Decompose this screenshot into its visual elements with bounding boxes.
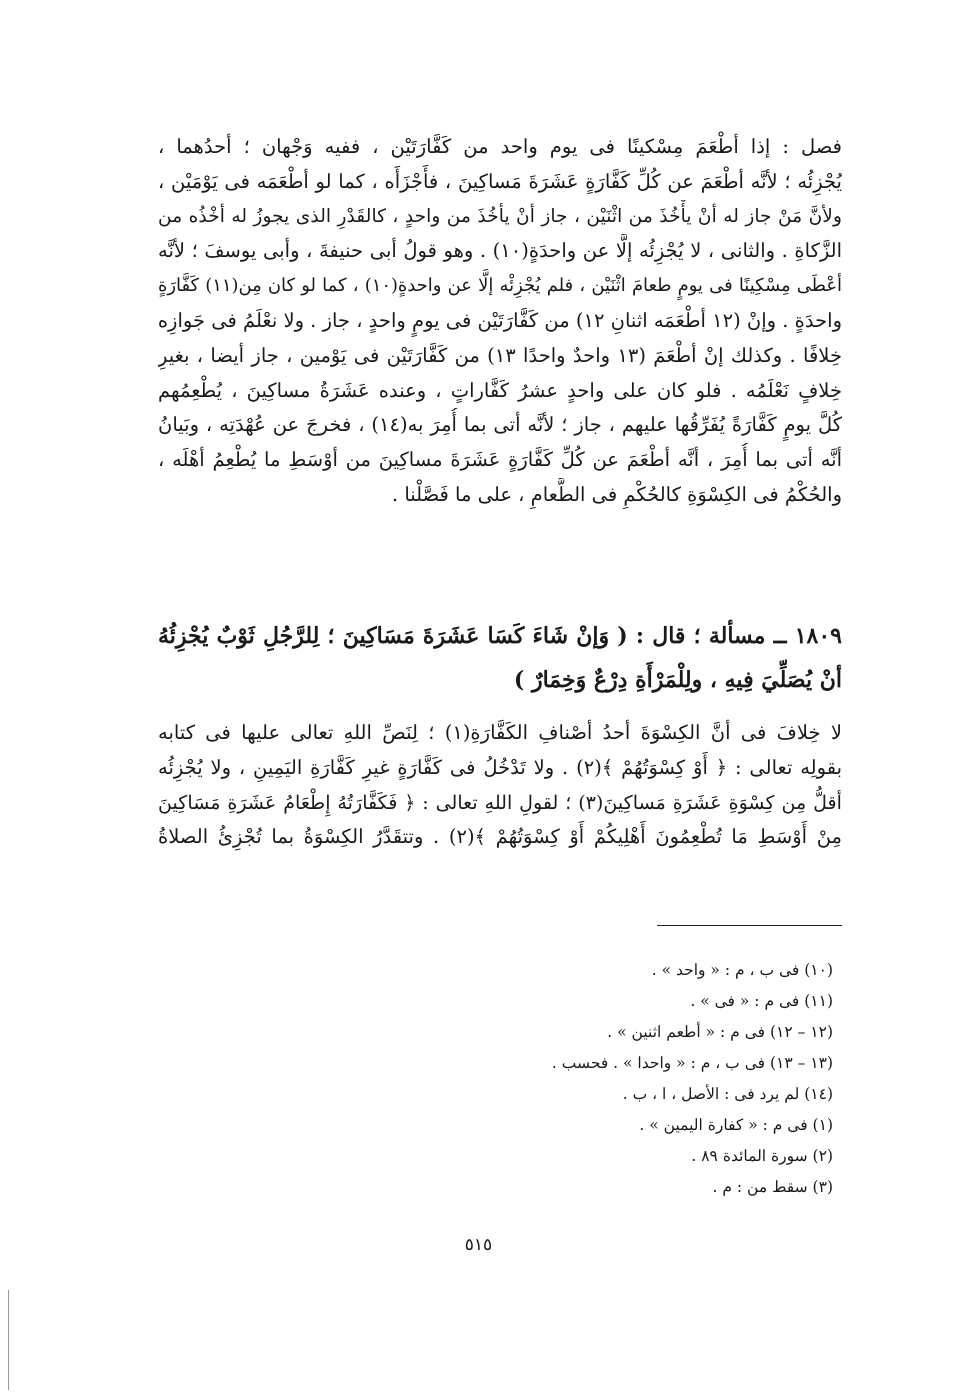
text-line: خِلافٍ نَعْلَمُه . فلو كان على واحدٍ عشرُ كَفَّاراتٍ ، وعنده عَشَرَةُ مساكِينَ ، يُطْعِمُهم xyxy=(158,378,842,402)
footnote: (٢) سورة المائدة ٨٩ . xyxy=(691,1147,833,1165)
footnote: (١) فى م : « كفارة اليمين » . xyxy=(639,1116,833,1134)
footnote-separator xyxy=(657,925,842,926)
footnote: (١٠) فى ب ، م : « واحد » . xyxy=(651,961,833,979)
footnote: (١٢ – ١٢) فى م : « أطعم اثنين » . xyxy=(607,1023,833,1041)
text-line: ولأنَّ مَنْ جاز له أنْ يأْخُذَ من اثْنَيْن ، جاز أنْ يأخُذَ من واحدٍ ، كالقَدْرِ الذى يجوزُ له أخْذُه من xyxy=(158,205,842,227)
scan-edge xyxy=(8,1290,9,1390)
footnote: (١١) فى م : « فى » . xyxy=(690,992,833,1010)
text-line: مِنْ أَوْسَطِ مَا تُطْعِمُونَ أَهْلِيكُمْ أَوْ كِسْوَتُهُمْ ﴾(٢) . وتتقَدَّرُ الكِسْوَةُ بما تُجْزِئُ الصلاةُ xyxy=(158,825,842,849)
text-line: يُجْزِئُه ؛ لأنَّه أطْعَمَ عن كُلِّ كَفَّارَةٍ عَشَرَةَ مَساكِينَ ، فأَجْزَأَه ، كما لو أطْعَمَه فى يَوْمَيْن ، xyxy=(158,169,842,193)
text-line: بقولِه تعالى : ﴿ أَوْ كِسْوَتُهُمْ ﴾(٢) . ولا تَدْخُلُ فى كَفَّارَةٍ غيرِ كَفَّارَةِ اليَمِينِ ، ولا يُجْزِئُه xyxy=(158,755,842,779)
footnote: (١٣ – ١٣) فى ب ، م : « واحدا » . فحسب . xyxy=(551,1054,833,1072)
heading-line: أنْ يُصَلِّيَ فِيهِ ، ولِلْمَرْأَةِ دِرْعٌ وَخِمَارٌ ) xyxy=(513,667,842,693)
paragraph-fasl xyxy=(158,130,842,513)
paragraph-kiswa xyxy=(158,716,842,855)
text-line: أقلُّ مِن كِسْوَةِ عَشَرَةِ مَساكِينَ(٣) ؛ لقولِ اللهِ تعالى : ﴿ فَكَفَّارَتُهُ إِطْعَامُ عَشَرَةِ مَسَاكِينَ xyxy=(158,790,842,814)
text-line: أعْطَى مِسْكِينًا فى يومٍ طعامَ اثْنَيْن ، فلم يُجْزِئْه إلَّا عن واحدةٍ(١٠) ، كما لو كان مِن(١١) كَفَّارَةٍ xyxy=(158,275,842,297)
text-line: واحدَةٍ . وإنْ (١٢ أطْعَمَه اثنانِ ١٢) من كَفَّارَتَيْن فى يومٍ واحدٍ ، جاز . ولا نعْلَمُ فى جَوازِه xyxy=(158,308,842,332)
footnote: (١٤) لم يرد فى : الأصل ، ا ، ب . xyxy=(622,1085,833,1103)
text-line: الزَّكاةِ . والثانى ، لا يُجْزِئُه إلَّا عن واحدَةٍ(١٠) . وهو قولُ أبى حنيفةَ ، وأبى يوسفَ ؛ لأنَّه xyxy=(158,239,842,263)
text-line: كُلَّ يومٍ كَفَّارَةً يُفَرِّقُها عليهم ، جاز ؛ لأنَّه أتى بما أُمِرَ به(١٤) ، فخرجَ عن عُهْدَتِه ، وبَيانُ xyxy=(158,413,842,437)
text-line: أنَّه أتى بما أُمِرَ ، أنَّه أطْعَمَ عن كُلِّ كَفَّارَةٍ عَشَرَةَ مساكِينَ من أوْسَطِ ما يُطْعِمُ أهْلَه ، xyxy=(158,448,842,472)
text-line: خِلافًا . وكذلك إنْ أطْعَمَ (١٣ واحدٌ واحدًا ١٣) من كَفَّارَتَيْن فى يَوْمين ، جاز أيضا ، بغيرِ xyxy=(158,343,842,367)
heading-line: ١٨٠٩ ــ مسألة ؛ قال : ( وَإنْ شَاءَ كَسَا عَشَرَةَ مَسَاكِينَ ؛ لِلرَّجُلِ ثَوْبٌ يُجْزِئُهُ xyxy=(158,623,842,649)
text-line: فصل : إذا أطْعَمَ مِسْكينًا فى يوم واحد من كَفَّارَتَيْن ، ففيه وَجْهان ؛ أحدُهما ، xyxy=(158,135,842,158)
footnotes xyxy=(552,955,833,1203)
masala-heading xyxy=(158,614,842,702)
page-number: ٥١٥ xyxy=(464,1235,493,1255)
text-line: والحُكْمُ فى الكِسْوَةِ كالحُكْمِ فى الطَّعامِ ، على ما فَصَّلْنا . xyxy=(391,482,842,506)
footnote: (٣) سقط من : م . xyxy=(712,1178,833,1196)
text-line: لا خِلافَ فى أنَّ الكِسْوَةَ أحدُ أصْنافِ الكَفَّارَةِ(١) ؛ لِنَصِّ اللهِ تعالى عليها فى كتابه xyxy=(158,721,842,744)
